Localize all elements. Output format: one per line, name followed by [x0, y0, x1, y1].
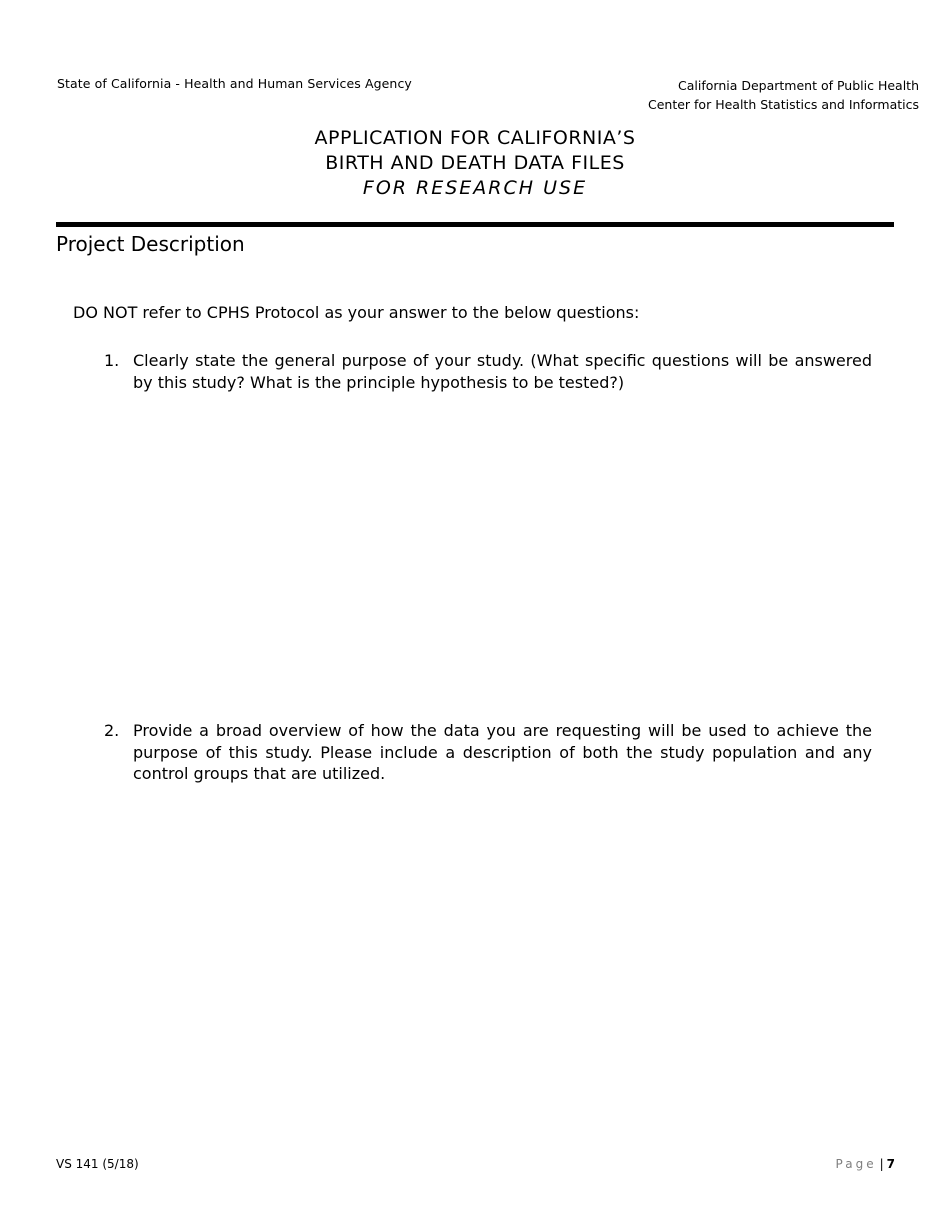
question-2-answer-field[interactable]: [133, 795, 876, 1129]
form-title: [0, 126, 950, 201]
form-title-line-3: FOR RESEARCH USE: [362, 177, 588, 199]
form-id: VS 141 (5/18): [56, 1157, 139, 1171]
question-1-number: 1.: [104, 351, 120, 370]
page-indicator: [836, 1157, 895, 1171]
question-1-text: Clearly state the general purpose of your study. (What specific questions will be answered by this study? What is the principle hypothesis to be tested?): [133, 351, 872, 392]
page-label: Page: [835, 1157, 877, 1171]
question-2-number: 2.: [104, 721, 120, 740]
question-2: [104, 720, 872, 785]
title-divider: [56, 222, 894, 227]
question-2-text: Provide a broad overview of how the data you are requesting will be used to achieve the purpose of this study. Please include a description of both the study population and any control groups that are utilized.: [133, 721, 872, 783]
page-separator: |: [879, 1157, 884, 1171]
form-title-line-2: BIRTH AND DEATH DATA FILES: [325, 152, 625, 174]
section-title: Project Description: [56, 232, 245, 256]
page-number: 7: [886, 1157, 895, 1171]
header-center: Center for Health Statistics and Informatics: [647, 97, 919, 112]
header-agency: State of California - Health and Human Services Agency: [57, 76, 412, 91]
form-title-line-1: APPLICATION FOR CALIFORNIA’S: [314, 127, 636, 149]
question-1: [104, 350, 872, 393]
header-department-block: [648, 76, 919, 114]
question-1-answer-field[interactable]: [133, 400, 876, 704]
instruction-text: DO NOT refer to CPHS Protocol as your answer to the below questions:: [73, 303, 640, 322]
header-department: California Department of Public Health: [678, 78, 919, 93]
